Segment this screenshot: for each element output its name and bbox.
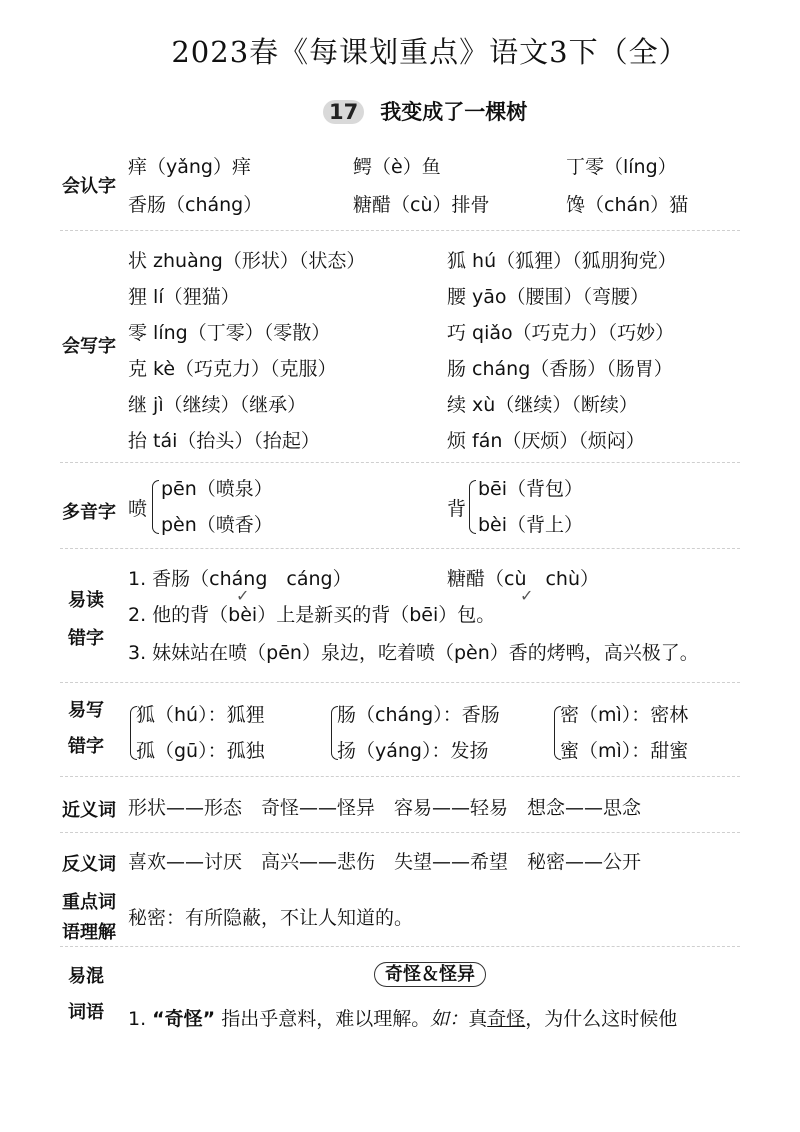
divider [60, 462, 740, 463]
section-label-confusing: 词语 [68, 1002, 104, 1023]
polyphone-char: 背 [447, 498, 467, 520]
misread-item: 2. 他的背（bèi）上是新买的背（bēi）包。 [128, 604, 496, 626]
confusing-pair-pill [374, 960, 486, 986]
write-item: 狸 lí（狸猫） [128, 286, 240, 308]
write-item: 腰 yāo（腰围）（弯腰） [447, 286, 650, 308]
key-term-definition: 秘密：有所隐蔽，不让人知道的。 [128, 907, 414, 929]
brace [152, 480, 159, 534]
polyphone-reading: pēn（喷泉） [161, 478, 273, 500]
example-keyword: 奇怪 [487, 1008, 526, 1030]
antonyms-text: 喜欢——讨厌 高兴——悲伤 失望——希望 秘密——公开 [128, 851, 642, 873]
miswrite-item: 扬（yáng）：发扬 [337, 740, 489, 762]
recognize-item: 馋（chán）猫 [566, 194, 689, 216]
section-label-key-terms: 语理解 [62, 922, 116, 943]
section-label-confusing: 易混 [68, 966, 104, 987]
divider [60, 946, 740, 947]
misread-item: 糖醋（cù chù） [447, 568, 600, 590]
section-label-antonyms: 反义词 [62, 854, 116, 875]
section-label-recognize: 会认字 [62, 176, 116, 197]
write-item: 抬 tái（抬头）（抬起） [128, 430, 320, 452]
lesson-number: 17 [323, 100, 364, 124]
divider [60, 230, 740, 231]
misread-item: 1. 香肠（cháng cáng） [128, 568, 352, 590]
polyphone-char: 喷 [128, 498, 148, 520]
section-label-key-terms: 重点词 [62, 892, 116, 913]
section-label-polyphone: 多音字 [62, 502, 116, 523]
synonyms-text: 形状——形态 奇怪——怪异 容易——轻易 想念——思念 [128, 797, 642, 819]
recognize-item: 香肠（cháng） [128, 194, 263, 216]
recognize-item: 糖醋（cù）排骨 [353, 194, 490, 216]
lesson-heading [323, 96, 527, 126]
write-item: 续 xù（继续）（断续） [447, 394, 638, 416]
section-label-miswrite: 易写 [68, 700, 104, 721]
recognize-item: 丁零（líng） [566, 156, 677, 178]
write-item: 继 jì（继续）（继承） [128, 394, 307, 416]
write-item: 狐 hú（狐狸）（狐朋狗党） [447, 250, 677, 272]
recognize-item: 痒（yǎng）痒 [128, 156, 251, 178]
definition: 指出乎意料，难以理解。 [215, 1008, 431, 1030]
brace [469, 480, 476, 534]
divider [60, 548, 740, 549]
miswrite-item: 狐（hú）：狐狸 [136, 704, 265, 726]
misread-item: 3. 妹妹站在喷（pēn）泉边，吃着喷（pèn）香的烤鸭，高兴极了。 [128, 642, 699, 664]
divider [60, 682, 740, 683]
term: “奇怪” [152, 1008, 216, 1030]
polyphone-reading: pèn（喷香） [161, 514, 273, 536]
write-item: 状 zhuàng（形状）（状态） [128, 250, 366, 272]
divider [60, 776, 740, 777]
check-mark-icon: ✓ [236, 586, 250, 605]
write-item: 烦 fán（厌烦）（烦闷） [447, 430, 645, 452]
miswrite-item: 密（mì）：密林 [560, 704, 689, 726]
example-text: 真 [468, 1008, 488, 1030]
page-title: 2023春《每课划重点》语文3下（全） [171, 35, 689, 69]
section-label-misread: 易读 [68, 590, 104, 611]
item-number: 1. [128, 1008, 153, 1030]
recognize-item: 鳄（è）鱼 [353, 156, 441, 178]
polyphone-reading: bèi（背上） [478, 514, 584, 536]
confusing-pair-label: 奇怪＆怪异 [374, 962, 486, 987]
section-label-write: 会写字 [62, 336, 116, 357]
write-item: 巧 qiǎo（巧克力）（巧妙） [447, 322, 675, 344]
section-label-synonyms: 近义词 [62, 800, 116, 821]
section-label-miswrite: 错字 [68, 736, 104, 757]
write-item: 肠 cháng（香肠）（肠胃） [447, 358, 673, 380]
write-item: 零 líng（丁零）（零散） [128, 322, 331, 344]
section-label-misread: 错字 [68, 628, 104, 649]
miswrite-item: 孤（gū）：孤独 [136, 740, 265, 762]
check-mark-icon: ✓ [520, 586, 534, 605]
lesson-name: 我变成了一棵树 [380, 100, 528, 124]
example-text: ，为什么这时候他 [525, 1008, 678, 1030]
divider [60, 832, 740, 833]
miswrite-item: 肠（cháng）：香肠 [337, 704, 500, 726]
miswrite-item: 蜜（mì）：甜蜜 [560, 740, 689, 762]
polyphone-reading: bēi（背包） [478, 478, 584, 500]
example-marker: 如： [430, 1008, 469, 1030]
write-item: 克 kè（巧克力）（克服） [128, 358, 337, 380]
confusing-item [128, 1004, 677, 1031]
